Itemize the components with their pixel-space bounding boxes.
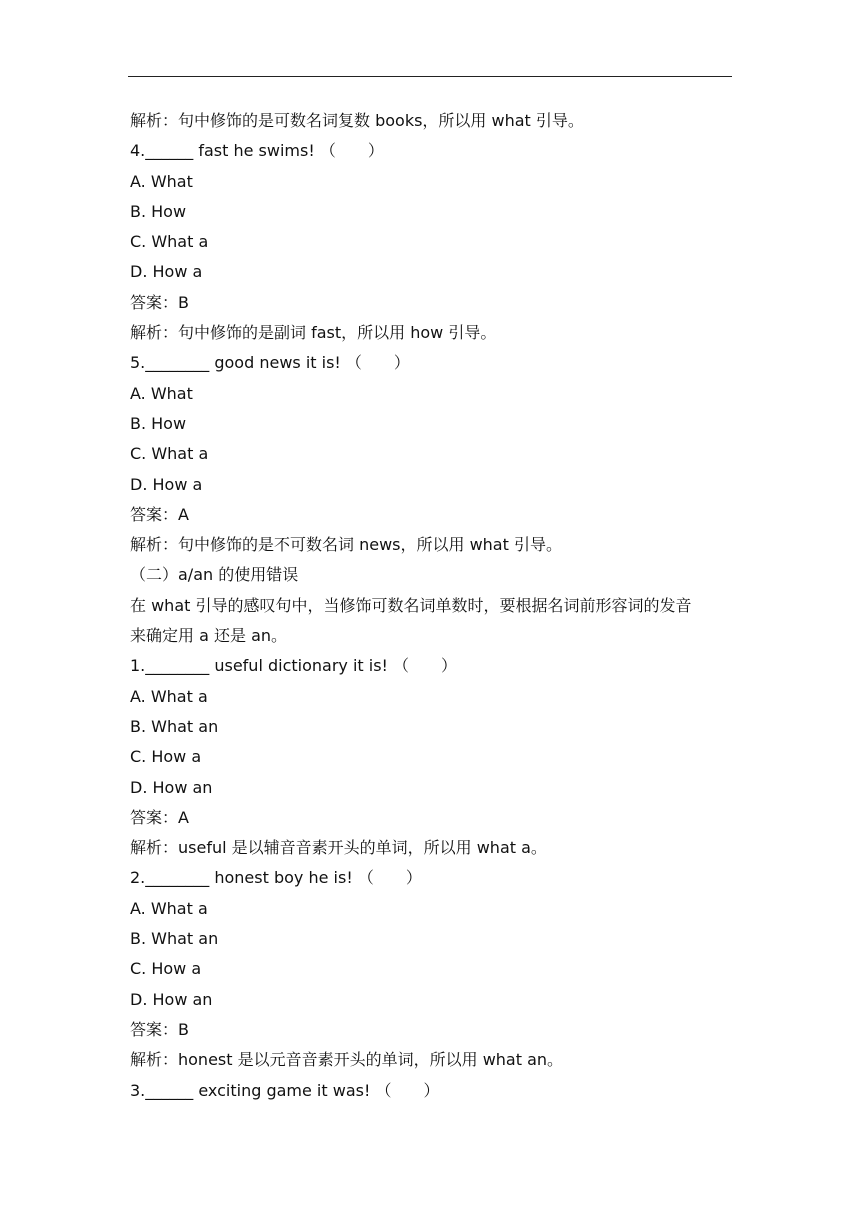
option-b: B. How (130, 413, 187, 433)
option-d: D. How a (130, 262, 203, 282)
option-a: A. What (130, 171, 193, 191)
section-heading: （二）a/an 的使用错误 (130, 565, 299, 585)
option-c: C. What a (130, 444, 209, 464)
question-3: 3.______ exciting game it was! （ ） (130, 1080, 440, 1100)
question-1: 1.________ useful dictionary it is! （ ） (130, 656, 458, 676)
analysis-line: 解析：句中修饰的是副词 fast，所以用 how 引导。 (130, 323, 497, 343)
option-d: D. How an (130, 989, 213, 1009)
question-2: 2.________ honest boy he is! （ ） (130, 868, 422, 888)
document-body (130, 106, 734, 1106)
answer-line: 答案：B (130, 1019, 189, 1039)
answer-line: 答案：A (130, 807, 189, 827)
analysis-line: 解析：useful 是以辅音音素开头的单词，所以用 what a。 (130, 838, 547, 858)
option-c: C. How a (130, 747, 202, 767)
question-4: 4.______ fast he swims! （ ） (130, 141, 384, 161)
option-a: A. What a (130, 686, 208, 706)
option-d: D. How a (130, 474, 203, 494)
answer-line: 答案：A (130, 504, 189, 524)
question-5: 5.________ good news it is! （ ） (130, 353, 410, 373)
header-rule (128, 76, 732, 77)
answer-line: 答案：B (130, 292, 189, 312)
analysis-line: 解析：句中修饰的是可数名词复数 books，所以用 what 引导。 (130, 111, 584, 130)
section-intro-line-2: 来确定用 a 还是 an。 (130, 626, 288, 646)
analysis-line: 解析：句中修饰的是不可数名词 news，所以用 what 引导。 (130, 535, 562, 555)
analysis-line: 解析：honest 是以元音音素开头的单词，所以用 what an。 (130, 1050, 564, 1070)
option-a: A. What (130, 383, 193, 403)
section-intro-line-1: 在 what 引导的感叹句中，当修饰可数名词单数时，要根据名词前形容词的发音 (130, 595, 692, 615)
option-d: D. How an (130, 777, 213, 797)
option-b: B. How (130, 201, 187, 221)
option-b: B. What an (130, 929, 219, 949)
option-b: B. What an (130, 716, 219, 736)
option-c: C. What a (130, 232, 209, 252)
option-a: A. What a (130, 898, 208, 918)
option-c: C. How a (130, 959, 202, 979)
